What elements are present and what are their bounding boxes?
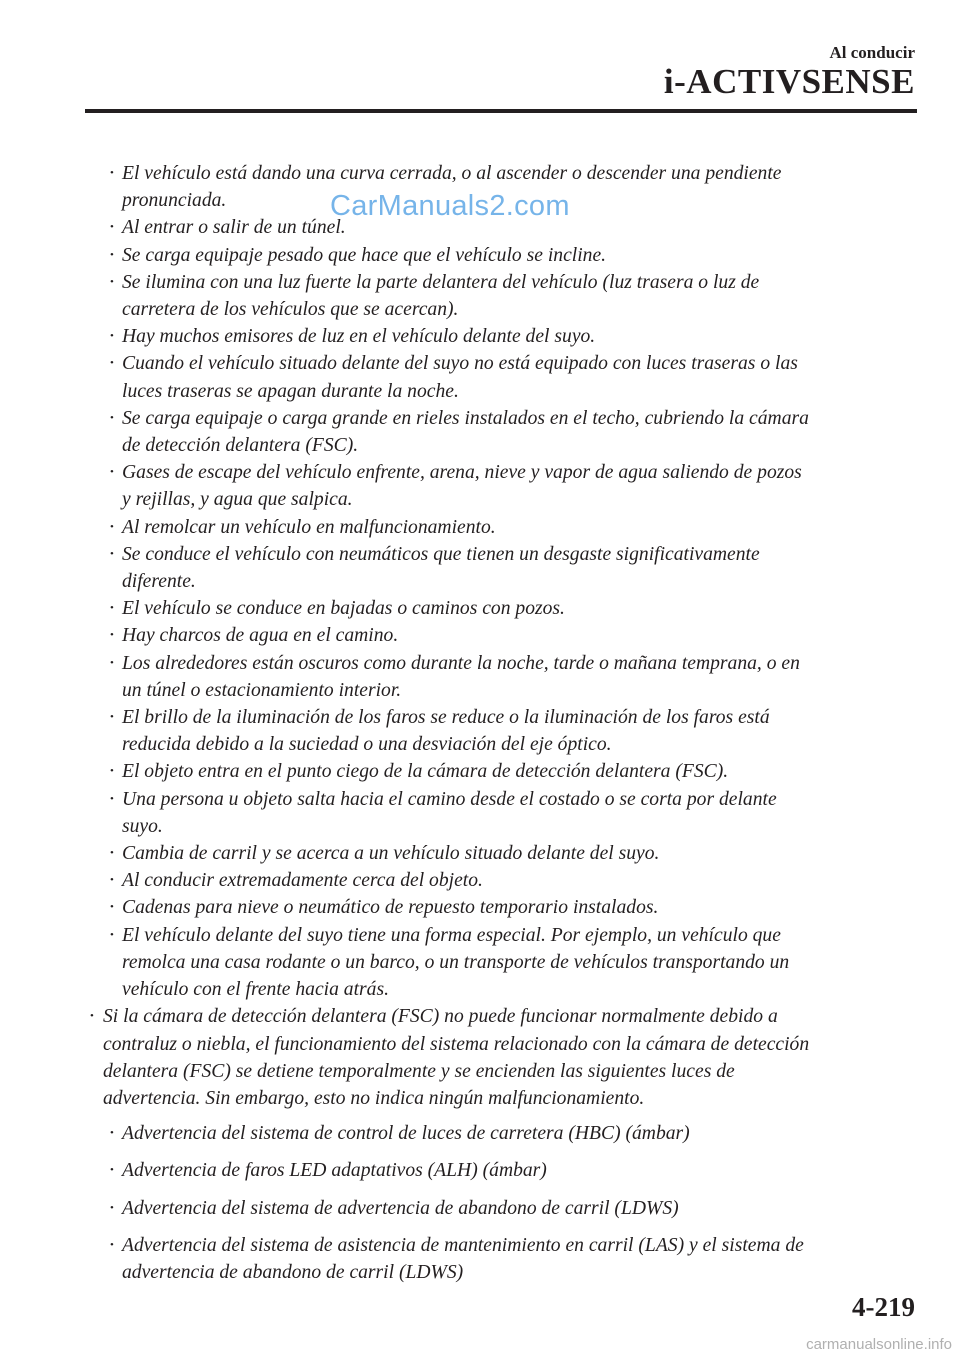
list-item-line: Cuando el vehículo situado delante del suyo no está equipado con luces traseras o las <box>122 353 798 375</box>
list-item-line: diferente. <box>122 571 196 593</box>
list-item-line: vehículo con el frente hacia atrás. <box>122 979 389 1001</box>
list-item-line: remolca una casa rodante o un barco, o un transporte de vehículos transportando un <box>122 951 790 973</box>
list-item-line: Al conducir extremadamente cerca del objeto. <box>122 870 483 892</box>
warning-item <box>86 1157 916 1184</box>
list-item-line: advertencia de abandono de carril (LDWS) <box>122 1261 464 1283</box>
list-item-line: Advertencia del sistema de asistencia de mantenimiento en carril (LAS) y el sistema de <box>122 1234 804 1256</box>
list-item <box>86 840 916 867</box>
list-item-line: El brillo de la iluminación de los faros se reduce o la iluminación de los faros está <box>122 707 770 729</box>
warning-item <box>86 1232 916 1286</box>
list-item-line: Advertencia del sistema de control de luces de carretera (HBC) (ámbar) <box>122 1123 690 1145</box>
list-item-line: luces traseras se apagan durante la noche. <box>122 380 459 402</box>
list-item-line: El vehículo está dando una curva cerrada, o al ascender o descender una pendiente <box>122 163 782 184</box>
list-item-line: Al entrar o salir de un túnel. <box>122 217 346 239</box>
list-item <box>86 323 916 350</box>
list-item <box>86 405 916 459</box>
list-item-line: Si la cámara de detección delantera (FSC) no puede funcionar normalmente debido a <box>103 1006 778 1028</box>
list-item <box>86 350 916 404</box>
main-list-item <box>86 1003 916 1112</box>
list-item-line: Hay charcos de agua en el camino. <box>122 625 399 647</box>
list-item <box>86 867 916 894</box>
list-item-line: suyo. <box>122 815 163 837</box>
list-item <box>86 242 916 269</box>
list-item-line: carretera de los vehículos que se acercan). <box>122 299 459 321</box>
list-item-line: Al remolcar un vehículo en malfuncionamiento. <box>122 516 496 538</box>
main-list <box>86 1003 916 1112</box>
list-item-line: contraluz o niebla, el funcionamiento del sistema relacionado con la cámara de detección <box>103 1033 810 1055</box>
list-item-line: pronunciada. <box>122 190 227 212</box>
list-item <box>86 894 916 921</box>
list-item <box>86 541 916 595</box>
warning-list <box>86 1120 916 1286</box>
list-item-line: reducida debido a la suciedad o una desviación del eje óptico. <box>122 734 612 756</box>
list-item <box>86 786 916 840</box>
condition-list <box>86 160 916 1003</box>
list-item-line: El objeto entra en el punto ciego de la cámara de detección delantera (FSC). <box>122 761 729 783</box>
warning-item <box>86 1195 916 1222</box>
list-item-line: Se ilumina con una luz fuerte la parte delantera del vehículo (luz trasera o luz de <box>122 271 760 293</box>
watermark-top: CarManuals2.com <box>330 190 570 222</box>
list-item-line: Se carga equipaje o carga grande en rieles instalados en el techo, cubriendo la cámara <box>122 407 809 429</box>
list-item <box>86 922 916 1004</box>
list-item-line: un túnel o estacionamiento interior. <box>122 679 402 701</box>
list-item-line: Gases de escape del vehículo enfrente, arena, nieve y vapor de agua saliendo de pozos <box>122 462 802 484</box>
list-item <box>86 622 916 649</box>
header-rule <box>85 109 917 113</box>
watermark-bottom: carmanualsonline.info <box>806 1336 952 1353</box>
list-item-line: Advertencia del sistema de advertencia de abandono de carril (LDWS) <box>122 1197 679 1219</box>
list-item-line: Se conduce el vehículo con neumáticos que tienen un desgaste significativamente <box>122 543 760 565</box>
list-item <box>86 269 916 323</box>
list-item-line: Los alrededores están oscuros como durante la noche, tarde o mañana temprana, o en <box>122 652 800 674</box>
list-item-line: El vehículo delante del suyo tiene una forma especial. Por ejemplo, un vehículo que <box>122 924 781 946</box>
list-item-line: de detección delantera (FSC). <box>122 435 359 457</box>
list-item <box>86 758 916 785</box>
warning-item <box>86 1120 916 1147</box>
list-item-line: Una persona u objeto salta hacia el camino desde el costado o se corta por delante <box>122 788 777 810</box>
list-item <box>86 459 916 513</box>
list-item <box>86 704 916 758</box>
list-item <box>86 595 916 622</box>
list-item-line: El vehículo se conduce en bajadas o caminos con pozos. <box>122 598 565 620</box>
page-number: 4-219 <box>852 1292 915 1322</box>
list-item-line: Cadenas para nieve o neumático de repuesto temporario instalados. <box>122 897 659 919</box>
list-item <box>86 514 916 541</box>
list-item-line: Hay muchos emisores de luz en el vehículo delante del suyo. <box>122 326 596 348</box>
list-item-line: delantera (FSC) se detiene temporalmente y se encienden las siguientes luces de <box>103 1060 735 1082</box>
section-label: Al conducir <box>829 43 915 62</box>
list-item-line: Cambia de carril y se acerca a un vehículo situado delante del suyo. <box>122 843 660 865</box>
list-item <box>86 650 916 704</box>
page-title: i-ACTIVSENSE <box>663 62 915 101</box>
list-item-line: advertencia. Sin embargo, esto no indica ningún malfuncionamiento. <box>103 1087 645 1109</box>
list-item-line: Advertencia de faros LED adaptativos (ALH) (ámbar) <box>122 1160 547 1182</box>
list-item-line: Se carga equipaje pesado que hace que el vehículo se incline. <box>122 244 607 266</box>
content <box>86 160 916 1296</box>
list-item-line: y rejillas, y agua que salpica. <box>122 489 353 511</box>
